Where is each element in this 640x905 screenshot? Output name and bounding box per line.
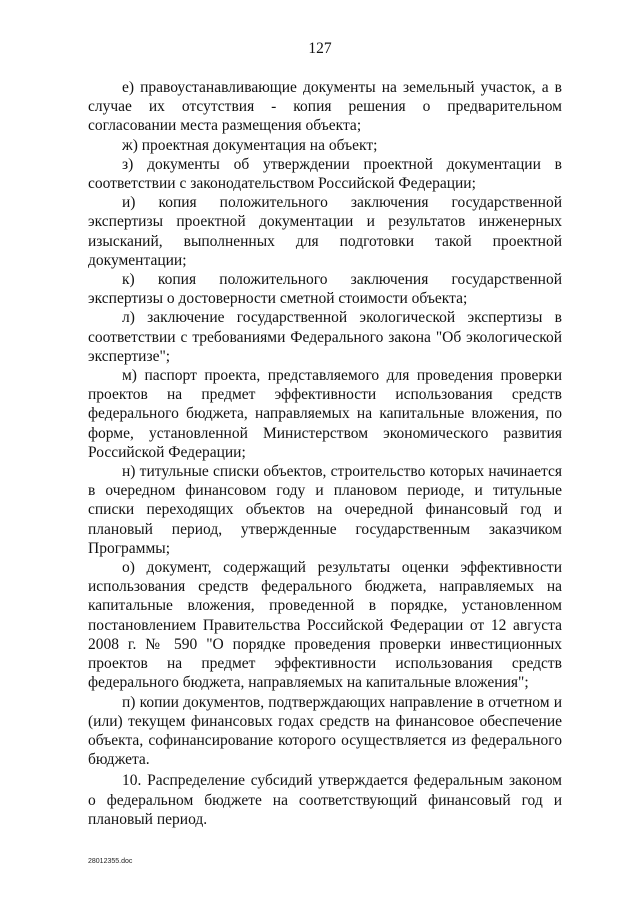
document-body [88, 78, 562, 829]
paragraph-zh: ж) проектная документация на объект; [122, 136, 378, 154]
paragraph-o: о) документ, содержащий результаты оценки эффективности использования средств федерального бюджета, направляемых на капитальные вложения, проведенной в порядке, установленном постановлением Правительства Российской Федерации от 12 августа 2008 г. № 590 "О порядке проведения проверки инвестиционных проектов на предмет эффективности использования средств федерального бюджета, направляемых на капитальные вложения"; [88, 559, 562, 692]
paragraph-n: н) титульные списки объектов, строительство которых начинается в очередном финансовом году и плановом периоде, и титульные списки переходящих объектов на очередной финансовый год и плановый период, утвержденные государственным заказчиком Программы; [88, 463, 562, 557]
paragraph-l: л) заключение государственной экологической экспертизы в соответствии с требованиями Федерального закона "Об экологической экспертизе"; [88, 309, 562, 365]
paragraph-z: з) документы об утверждении проектной документации в соответствии с законодательством Российской Федерации; [88, 155, 562, 193]
paragraph-10: 10. Распределение субсидий утверждается федеральным законом о федеральном бюджете на соответствующий финансовый год и плановый период. [88, 772, 562, 828]
paragraph-e: е) правоустанавливающие документы на земельный участок, а в случае их отсутствия - копия решения о предварительном согласовании места размещения объекта; [88, 79, 562, 135]
paragraph-m: м) паспорт проекта, представляемого для проведения проверки проектов на предмет эффективности использования средств федерального бюджета, направляемых на капитальные вложения, по форме, установленной Министерством экономического развития Российской Федерации; [88, 367, 562, 461]
footer-filename: 28012355.doc [88, 858, 133, 865]
paragraph-k: к) копия положительного заключения государственной экспертизы о достоверности сметной стоимости объекта; [88, 271, 562, 308]
page-number: 127 [308, 40, 332, 57]
paragraph-p: п) копии документов, подтверждающих направление в отчетном и (или) текущем финансовых годах средств на финансовое обеспечение объекта, софинансирование которого осуществляется из федерального бюджета. [88, 693, 562, 769]
paragraph-i: и) копия положительного заключения государственной экспертизы проектной документации и результатов инженерных изысканий, выполненных для подготовки такой проектной документации; [88, 194, 562, 269]
